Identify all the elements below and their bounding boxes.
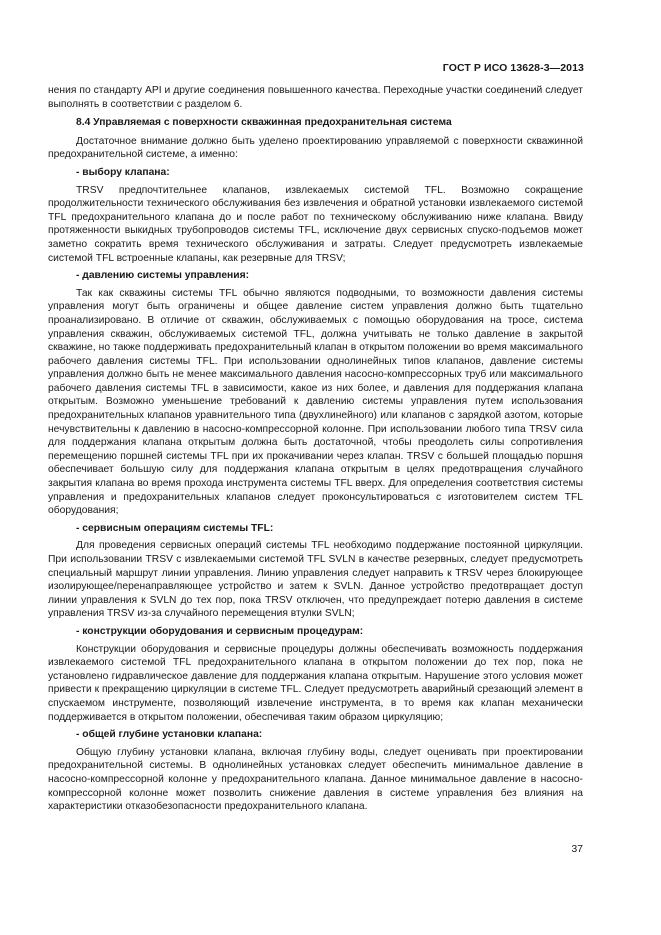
list-item-heading: - давлению системы управления: (76, 270, 250, 282)
list-item-heading: - выбору клапана: (76, 166, 170, 178)
paragraph-setting-depth: Общую глубину установки клапана, включая глубину воды, следует оценивать при проектировании предохранительной системы. В однолинейных установках следует обеспечить минимальное давление в насосно-компрессорной колонне у предохранительного клапана. Данное минимальное давление в насосно-компрессорной колонне может позволить снижение давления в системе управления без влияния на характеристики отказобезопасности предохранительного клапана. (48, 746, 583, 813)
section-heading: 8.4 Управляемая с поверхности скважинная предохранительная система (76, 117, 452, 129)
paragraph-continuation: нения по стандарту API и другие соединения повышенного качества. Переходные участки соединений следует выполнять в соответствии с разделом 6. (48, 85, 583, 110)
paragraph-valve-choice: TRSV предпочтительнее клапанов, извлекаемых системой TFL. Возможно сокращение продолжительности технического обслуживания без извлечения и обратной установки извлекаемого системой TFL предохранительного клапана до и после работ по техническому обслуживанию ниже клапана. Ввиду протяженности выкидных трубопроводов системы TFL, исключение двух сервисных спуско-подъемов может заметно сократить время технического обслуживания и затраты. Следует предусмотреть извлекаемые системой TFL встроенные клапаны, как резервные для TRSV; (48, 184, 583, 264)
document-code: ГОСТ Р ИСО 13628-3—2013 (442, 62, 584, 74)
paragraph-intro: Достаточное внимание должно быть уделено проектированию управляемой с поверхности скважинной предохранительной системе, а именно: (48, 135, 583, 161)
paragraph-control-pressure: Так как скважины системы TFL обычно являются подводными, то возможности давления системы управления могут быть ограничены и общее давление систем управления должно быть тщательно проанализировано. В отличие от скважин, обслуживаемых с помощью оборудования на тросе, система управления скважин, обслуживаемых системой TFL, должна учитывать не только давление в закрытой скважине, но также поддерживать предохранительный клапан в открытом положении во время максимального рабочего давления системы TFL. При использовании однолинейных типов клапанов, давление системы управления должно быть не менее максимального давления насосно-компрессорных труб или максимального рабочего давления системы TFL в зависимости, какое из них более, и давления для поддержания клапана открытым. Возможно уменьшение требований к давлению системы управления путем использования предохранительных клапанов уравнительного типа (двухлинейного) или клапанов с зарядкой азотом, которые нечувствительны к давлению в насосно-компрессорной колонне. При использовании любого типа TRSV сила для поддержания клапана открытым должна быть достаточной, чтобы преодолеть силы сопротивления перемещению поршней системы TFL при их прокачивании через клапан. TRSV с большей площадью поршня обеспечивает большую силу для поддержания клапана открытым в целях предотвращения случайного закрытия клапана во время прохода инструмента системы TFL вверх. Для определения соответствия системы управления и предохранительных клапанов следует проконсультироваться с изготовителем систем TFL оборудования; (48, 287, 583, 517)
document-body (48, 84, 583, 814)
list-item-heading: - сервисным операциям системы TFL: (76, 522, 274, 534)
list-item-heading: - общей глубине установки клапана: (76, 729, 263, 741)
paragraph-equipment-design: Конструкции оборудования и сервисные процедуры должны обеспечивать возможность поддержания извлекаемого системой TFL предохранительного клапана в открытом положении до тех пор, пока не установлено гидравлическое давление для поддержания клапана открытым. Нарушение этого условия может привести к прекращению циркуляции в системе TFL. Следует предусмотреть аварийный срезающий элемент в спускаемом инструменте, позволяющий извлечение инструмента, в то время как клапан механически поддерживается в открытом положении, обеспечивая таким образом циркуляцию; (48, 643, 583, 723)
paragraph-service-operations: Для проведения сервисных операций системы TFL необходимо поддержание постоянной циркуляции. При использовании TRSV с извлекаемыми системой TFL SVLN в качестве резервных, следует предусмотреть специальный маршрут линии управления. Линию управления следует направить к TRSV через блокирующее изолирующее/перенаправляющее устройство и затем к SVLN. Данное устройство предотвращает доступ линии управления к SVLN до тех пор, пока TRSV отключен, что предупреждает потерю давления в системе управления TRSV из-за случайного перемещения втулки SVLN; (48, 540, 583, 620)
page-number: 37 (571, 843, 583, 855)
list-item-heading: - конструкции оборудования и сервисным процедурам: (76, 625, 364, 637)
